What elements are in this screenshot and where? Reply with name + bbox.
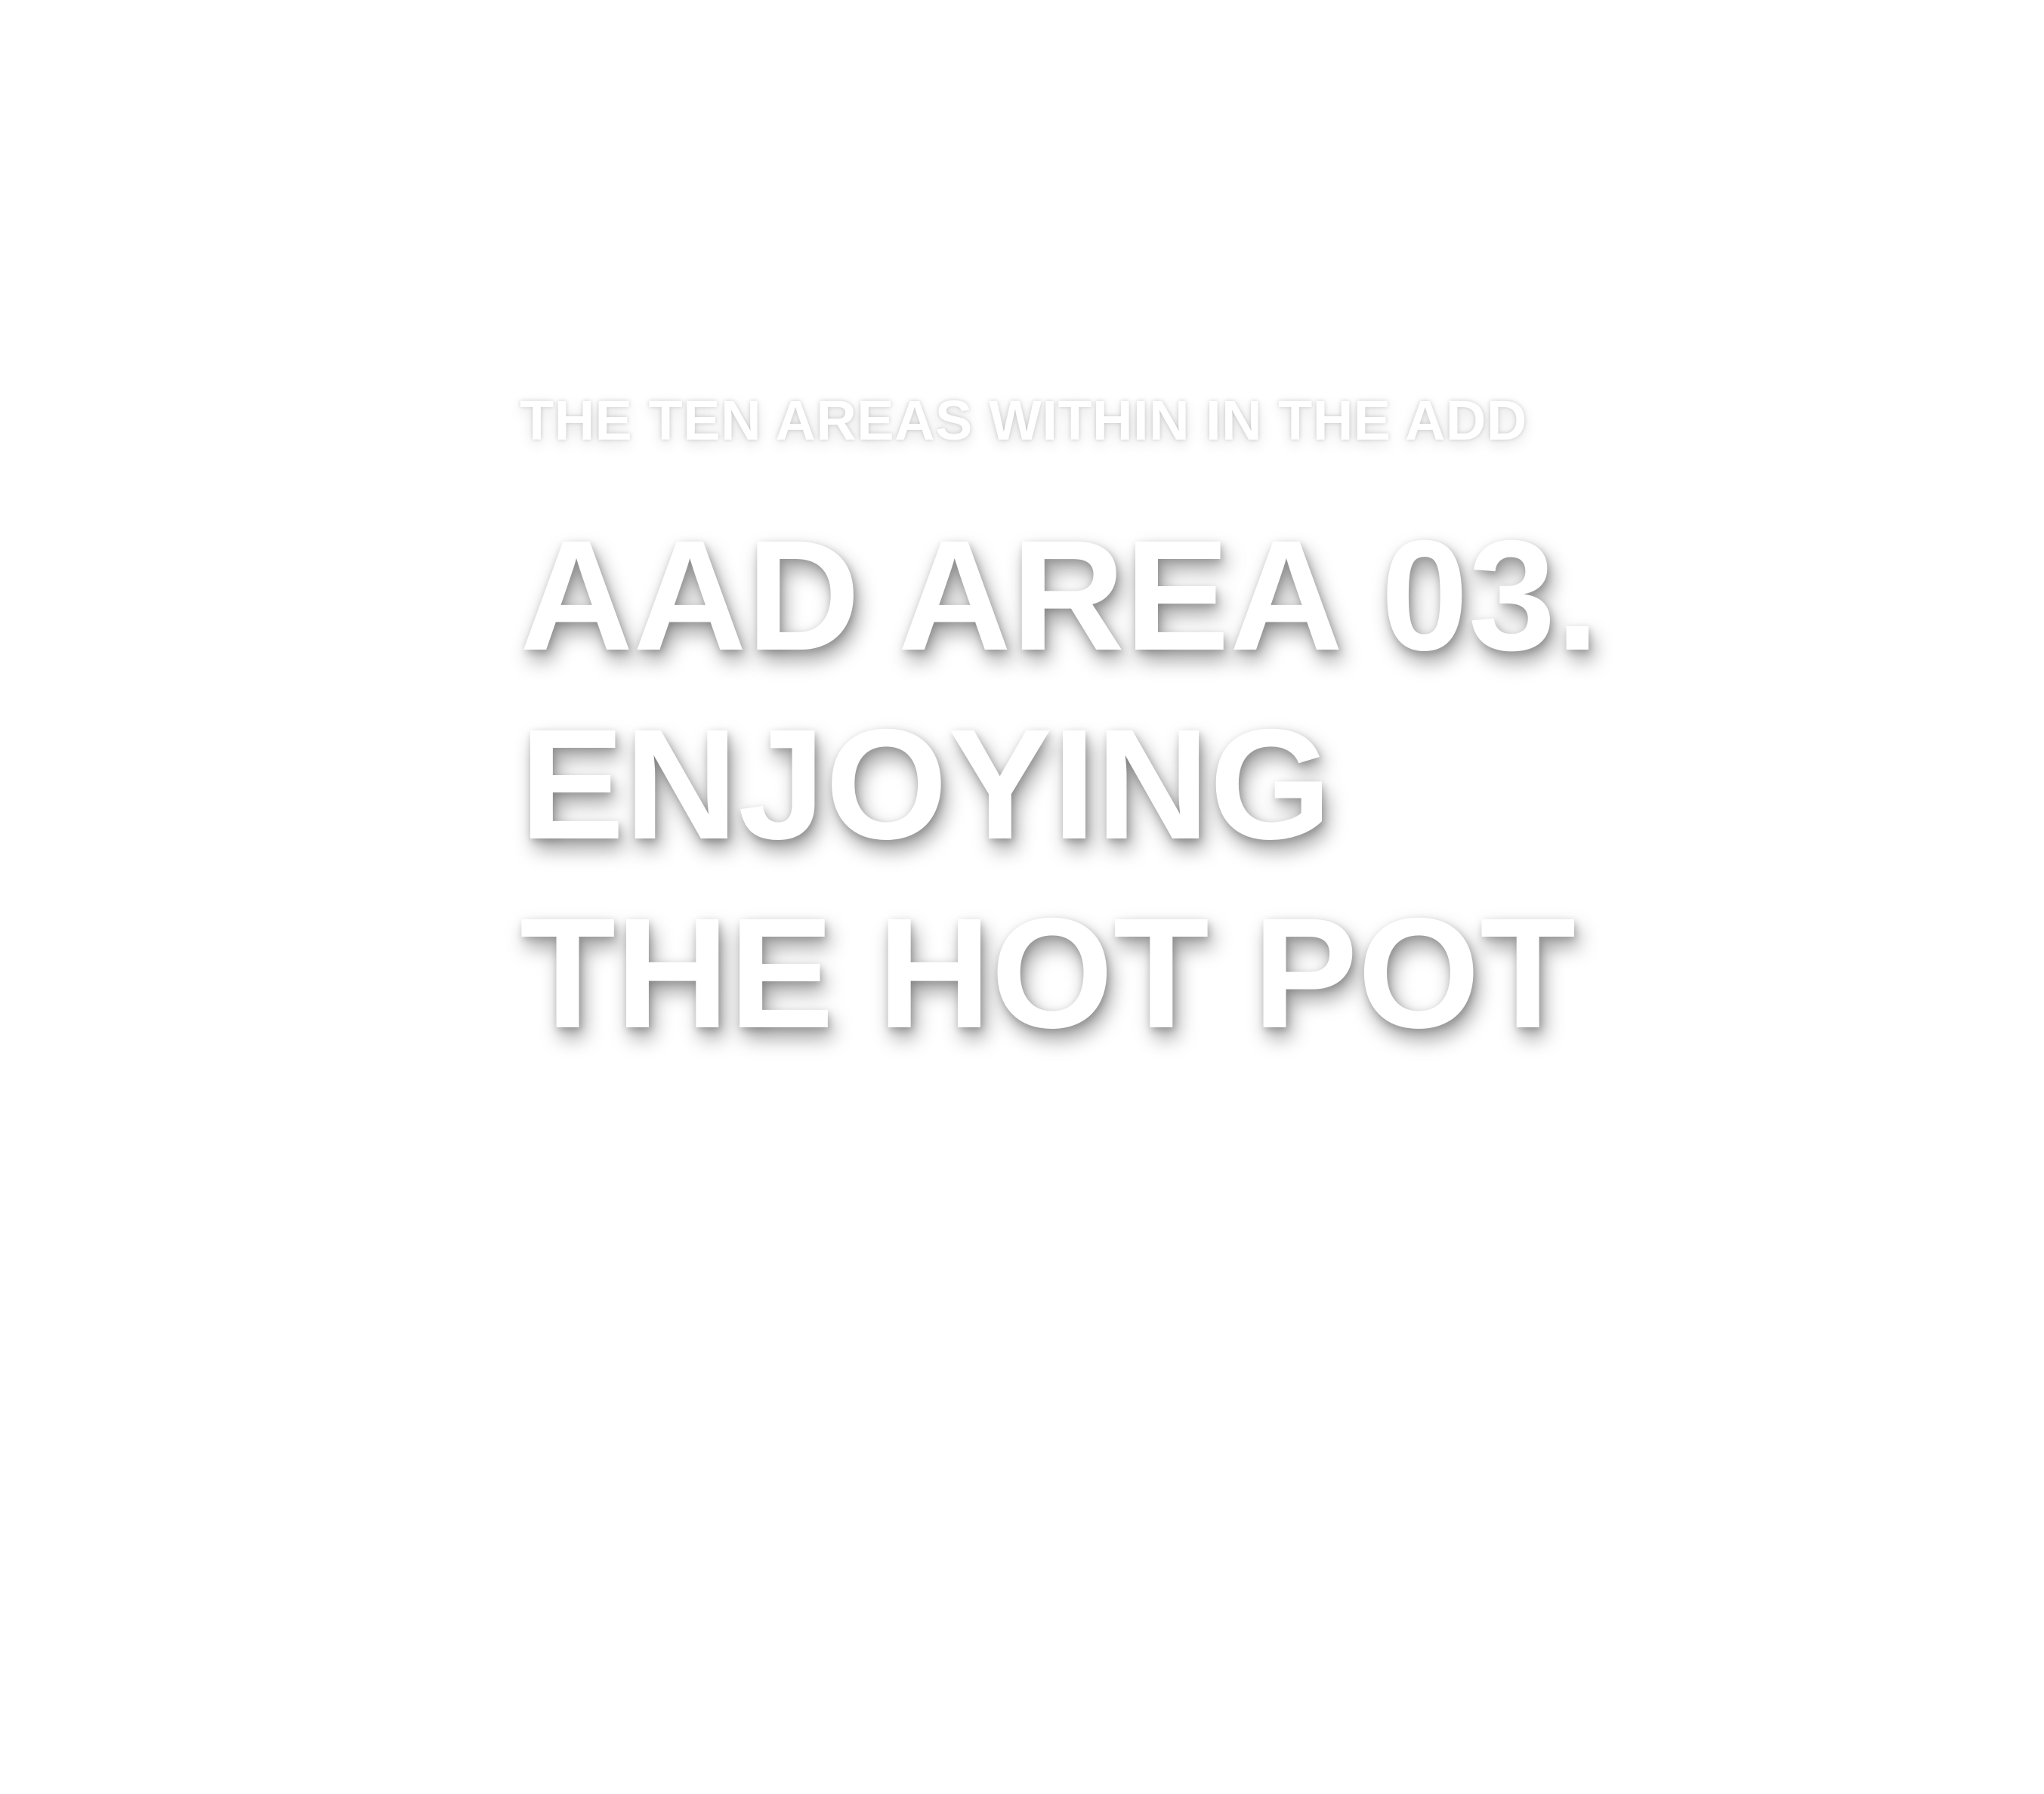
hero-kicker: THE TEN AREAS WITHIN IN THE ADD xyxy=(520,389,1527,452)
headline-line-3: THE HOT POT xyxy=(520,886,1576,1061)
hero-headline xyxy=(520,502,1653,1068)
headline-line-2: ENJOYING xyxy=(520,697,1332,872)
headline-line-1: AAD AREA 03. xyxy=(520,508,1600,684)
hero-block xyxy=(520,389,1653,1068)
